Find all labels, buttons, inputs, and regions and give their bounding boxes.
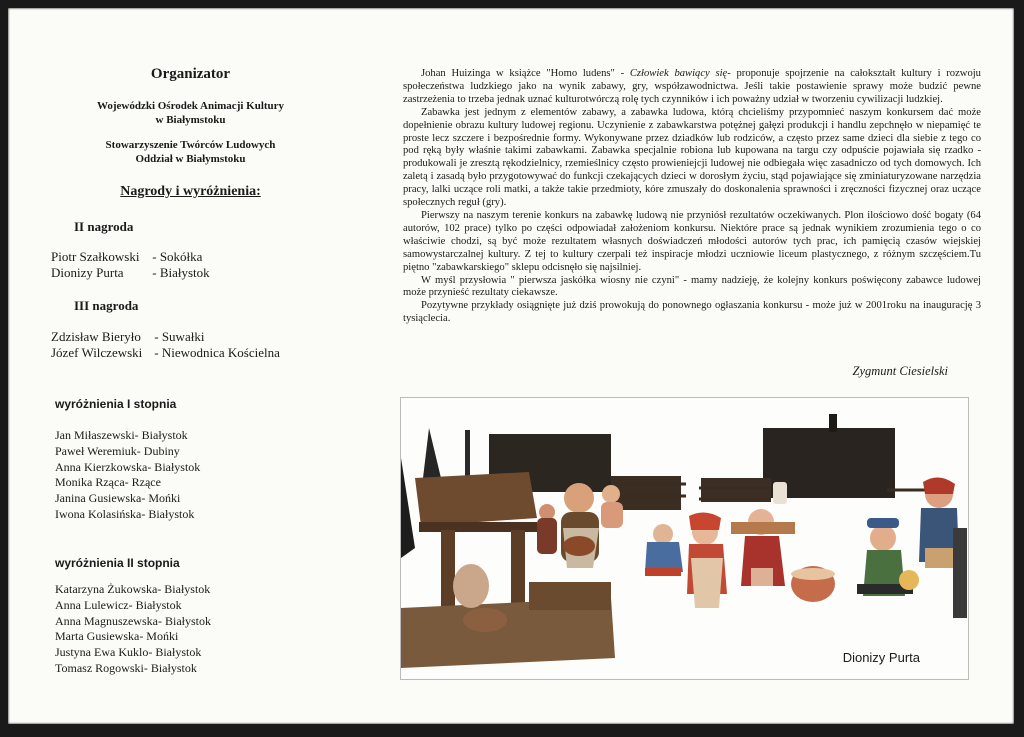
award-name: Paweł Weremiuk — [55, 443, 137, 458]
award-place: - Białystok — [128, 597, 182, 612]
distinction-1-heading: wyróżnienia I stopnia — [55, 397, 177, 411]
third-prize-heading: III nagroda — [74, 298, 139, 313]
award-place: - Dubiny — [136, 443, 180, 458]
award-place: - Białystok — [141, 507, 195, 521]
award-name: Anna Magnuszewska — [55, 613, 158, 628]
award-place: - Suwałki — [154, 329, 205, 344]
organizer-1-line-2: w Białymstoku — [155, 114, 226, 126]
award-name: Anna Lulewicz — [55, 597, 129, 612]
award-row — [55, 598, 182, 613]
award-name: Monika Rząca — [55, 475, 125, 490]
award-row — [55, 614, 211, 629]
award-row — [55, 661, 197, 676]
award-place: - Białystok — [148, 645, 202, 660]
left-column — [8, 8, 373, 724]
award-row — [55, 507, 194, 522]
award-place: - Białystok — [134, 428, 188, 442]
award-name: Jan Miłaszewski — [55, 428, 135, 442]
organizer-1-line-1: Wojewódzki Ośrodek Animacji Kultury — [96, 100, 285, 112]
award-row — [55, 491, 180, 506]
award-row — [51, 329, 204, 345]
article-paragraph: Pozytywne przykłady osiągnięte już dziś prowokują do ponownego ogłaszania konkursu - może już w 2001roku na inaugurację 3 tysiąclecia. — [403, 300, 981, 325]
award-name: Justyna Ewa Kuklo — [55, 645, 149, 660]
right-column — [373, 8, 1014, 724]
paragraph-text: - proponuje spojrzenie na całokształt kultury i rozwoju społeczeństwa ludzkiego jako na wynik zabawy, gry, współzawodnictwa. Jeśli takie postawienie sprawy może budzić pewne zastrzeżenia to trzeba jednak uznać kulturotwórczą rolę tych czynników i ich poważny udział w tworzeniu cywilizacji ludzkiej. — [403, 68, 981, 105]
award-name: Dionizy Purta — [51, 265, 124, 280]
folk-toys-illustration — [401, 398, 968, 679]
award-row — [55, 582, 210, 597]
award-name: Janina Gusiewska — [55, 491, 142, 506]
award-name: Marta Gusiewska — [55, 629, 140, 644]
award-place: - Białystok — [157, 613, 211, 628]
award-place: - Niewodnica Kościelna — [154, 345, 280, 360]
distinction-2-heading: wyróżnienia II stopnia — [55, 556, 180, 570]
award-name: Anna Kierzkowska — [55, 459, 148, 474]
award-name: Tomasz Rogowski — [55, 661, 144, 675]
award-name: Katarzyna Żukowska — [55, 582, 158, 596]
folder-page — [8, 8, 1014, 724]
award-row — [55, 645, 201, 660]
organizer-heading: Organizator — [150, 66, 231, 82]
award-row — [55, 444, 180, 459]
award-row — [55, 428, 188, 443]
award-row — [51, 265, 210, 281]
award-row — [55, 629, 178, 644]
award-name: Zdzisław Bieryło — [51, 329, 141, 344]
award-row — [51, 249, 202, 265]
award-row — [55, 460, 200, 475]
photo-caption: Dionizy Purta — [842, 650, 920, 665]
award-place: - Białystok — [143, 661, 197, 675]
award-place: - Białystok — [157, 582, 211, 596]
award-place: - Mońki — [139, 629, 179, 644]
award-place: - Białystok — [147, 459, 201, 474]
award-name: Józef Wilczewski — [51, 345, 143, 360]
article-paragraph: W myśl przysłowia " pierwsza jaskółka wiosny nie czyni" - mamy nadzieję, że kolejny konkurs poświęcony zabawce ludowej może przynieść rezultaty ciekawsze. — [403, 274, 981, 299]
award-name: Piotr Szałkowski — [51, 249, 140, 264]
award-name: Iwona Kolasińska — [55, 507, 142, 521]
article-paragraph: Pierwszy na naszym terenie konkurs na zabawkę ludową nie przyniósł rezultatów oczekiwanych. Plon ilościowo dość bogaty (64 autorów, 102 prace) tylko po części odpowiadał założeniom konkursu. Niektóre prace są jednak wynikiem zrozumienia tego o co właściwie chodzi, są być może rezultatem własnych doświadczeń młodości autorów tych prac, ich pamięcią czasów wiejskiej samowystarczalnej kultury. Z tej to kultury czerpali też inspiracje młodzi uczniowie liceum plastycznego, z różnym szczęściem.Tu piętno "zabawkarskiego" sklepu odcisnęło się najsilniej. — [403, 209, 981, 273]
award-row — [51, 345, 280, 361]
award-place: - Rzące — [124, 475, 161, 490]
awards-heading: Nagrody i wyróżnienia: — [120, 184, 261, 199]
author-signature: Zygmunt Ciesielski — [852, 364, 948, 378]
book-subtitle: Człowiek bawiący się — [629, 68, 728, 79]
article-paragraph: Zabawka jest jednym z elementów zabawy, a zabawka ludowa, którą chcieliśmy przypomnieć naszym konkursem dać może dopełnienie obrazu kultury ludowej regionu. Uczynienie z zabawkarstwa potężnej gałęzi produkcji i handlu zepchnęło w niepamięć te proste lecz szczere i bezpośrednie formy. Wykonywane przez dziadków lub rodziców, a często przez same dzieci dla siebie z tego co pod ręką były właśnie takimi zabawkami. Zabawka specjalnie robiona lub kupowana na targu czy odpuście pojawiała się rzadko - produkowali je zresztą rękodzielnicy, rzemieślnicy często prowieniejcji ludowej nie odbiegała więc zasadniczo od tych domowych. Ich zaletą i zasadą było przygotowywać do funkcji czekających dzieci w dorosłym życiu, stąd pojawiające się zminiaturyzowane narzędzia pracy, lalki uczące roli matki, a także takie przedmioty, kóre zmuszały do doskonalenia sprawności i zręczności fizycznej oraz uczące społecznych reguł (gry). — [403, 106, 981, 209]
award-row — [55, 475, 161, 490]
award-place: - Białystok — [152, 265, 210, 280]
organizer-2-line-2: Oddział w Białymstoku — [135, 153, 246, 165]
toys-photo — [400, 397, 969, 680]
award-place: - Mońki — [141, 491, 181, 506]
paragraph-text: Johan Huizinga w książce "Homo ludens" - — [421, 68, 630, 79]
organizer-2-line-1: Stowarzyszenie Twórców Ludowych — [105, 139, 276, 151]
article-paragraph — [403, 68, 981, 107]
second-prize-heading: II nagroda — [74, 219, 134, 234]
article-text — [403, 68, 981, 326]
award-place: - Sokółka — [152, 249, 203, 264]
